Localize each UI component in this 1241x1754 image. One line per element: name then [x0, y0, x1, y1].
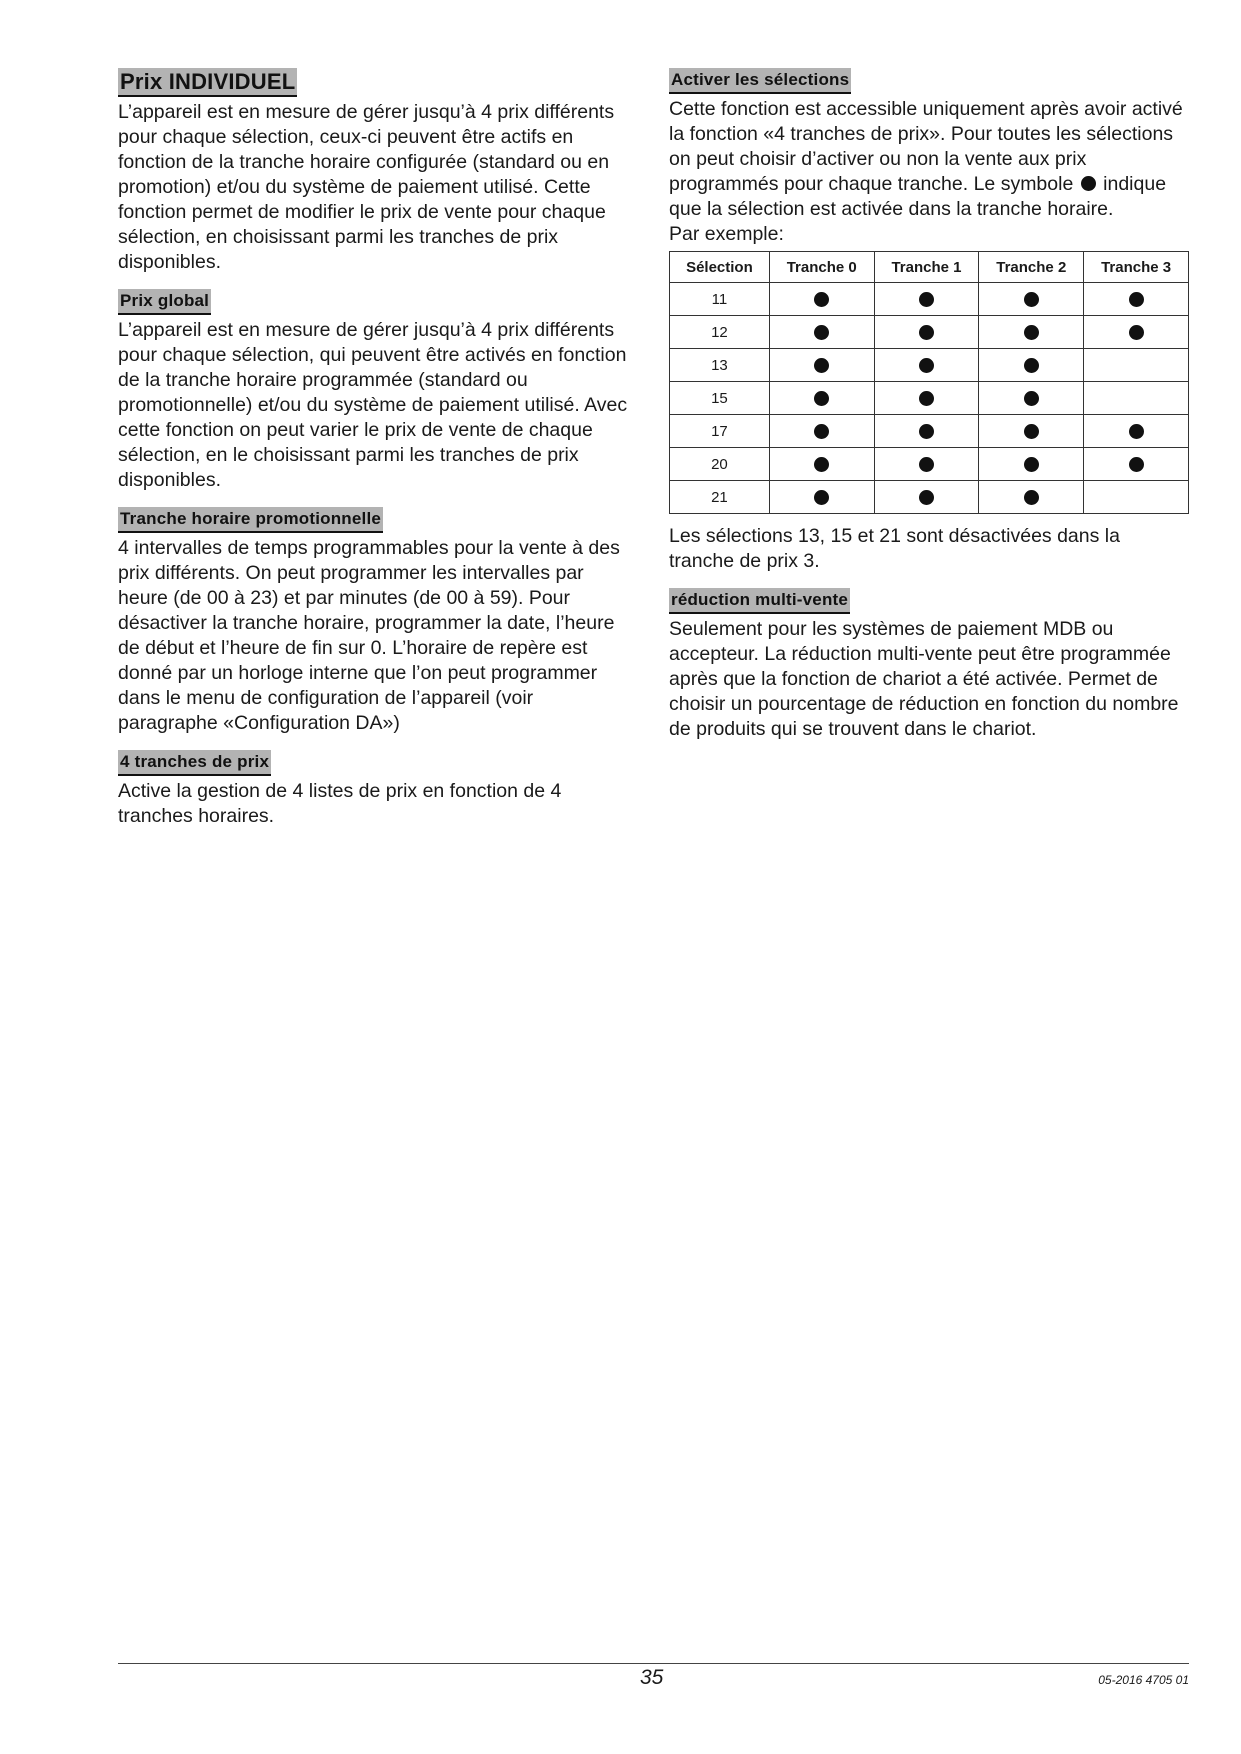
tranche-cell	[979, 481, 1084, 514]
tranche-cell	[979, 316, 1084, 349]
active-dot-icon	[919, 292, 934, 307]
tranche-cell	[1084, 283, 1189, 316]
tranche-cell	[1084, 349, 1189, 382]
section-text: Seulement pour les systèmes de paiement MDB ou accepteur. La réduction multi-vente peut être programmée après que la fonction de chariot a été activée. Permet de choisir un pourcentage de réduction en fonction du nombre de produits qui se trouvent dans le chariot.	[669, 618, 1179, 740]
active-dot-icon	[919, 391, 934, 406]
tranche-cell	[1084, 316, 1189, 349]
active-dot-icon	[1129, 457, 1144, 472]
page-number: 35	[640, 1666, 664, 1689]
selection-cell: 20	[670, 448, 770, 481]
selection-cell: 13	[670, 349, 770, 382]
col-header: Sélection	[670, 252, 770, 283]
active-dot-icon	[814, 457, 829, 472]
activer-text-part2: indique que la sélection est activée dans la tranche horaire.	[669, 173, 1167, 220]
active-dot-icon	[919, 424, 934, 439]
tranche-cell	[769, 283, 874, 316]
selection-cell: 17	[670, 415, 770, 448]
selection-cell: 11	[670, 283, 770, 316]
active-dot-icon	[1024, 391, 1039, 406]
section-reduction-multivente	[669, 588, 1189, 742]
activer-text-part1: Cette fonction est accessible uniquement après avoir activé la fonction «4 tranches de prix». Pour toutes les sélections on peut choisir d’activer ou non la vente aux prix programmés pour chaque tranche. Le symbole	[669, 98, 1183, 195]
active-dot-icon	[1024, 325, 1039, 340]
col-header: Tranche 0	[769, 252, 874, 283]
active-dot-icon	[814, 391, 829, 406]
tranche-cell	[874, 349, 979, 382]
active-dot-icon	[814, 424, 829, 439]
selection-cell: 15	[670, 382, 770, 415]
table-row	[670, 448, 1189, 481]
active-dot-icon	[919, 457, 934, 472]
tranche-cell	[874, 415, 979, 448]
section-prix-global	[118, 289, 638, 493]
section-text: L’appareil est en mesure de gérer jusqu’à 4 prix différents pour chaque sélection, ceux-ci peuvent être actifs en fonction de la tranche horaire configurée (standard ou en promotion) et/ou du système de paiement utilisé. Cette fonction permet de modifier le prix de vente pour chaque sélection, en choisissant parmi les tranches de prix disponibles.	[118, 101, 615, 273]
section-activer-selections	[669, 68, 1189, 574]
table-row	[670, 481, 1189, 514]
tranche-cell	[874, 283, 979, 316]
tranche-cell	[769, 382, 874, 415]
section-heading: réduction multi-vente	[669, 588, 850, 614]
active-dot-icon	[1024, 457, 1039, 472]
section-heading: 4 tranches de prix	[118, 750, 271, 776]
tranche-cell	[1084, 481, 1189, 514]
tranche-cell	[1084, 382, 1189, 415]
section-text: L’appareil est en mesure de gérer jusqu’à 4 prix différents pour chaque sélection, qui peuvent être activés en fonction de la tranche horaire programmée (standard ou promotionnelle) et/ou du système de paiement utilisé. Avec cette fonction on peut varier le prix de vente de chaque sélection, en le choisissant parmi les tranches de prix disponibles.	[118, 319, 628, 491]
tranche-cell	[979, 283, 1084, 316]
selection-cell: 12	[670, 316, 770, 349]
tranche-cell	[769, 316, 874, 349]
active-dot-icon	[1024, 292, 1039, 307]
document-reference: 05-2016 4705 01	[1098, 1673, 1189, 1687]
table-header-row	[670, 252, 1189, 283]
active-dot-icon	[1129, 292, 1144, 307]
section-heading: Activer les sélections	[669, 68, 851, 94]
tranche-cell	[874, 481, 979, 514]
tranche-cell	[874, 382, 979, 415]
tranche-cell	[874, 316, 979, 349]
active-dot-icon	[919, 325, 934, 340]
active-dot-icon	[1129, 424, 1144, 439]
example-label: Par exemple:	[669, 223, 784, 245]
table-row	[670, 349, 1189, 382]
table-row	[670, 283, 1189, 316]
left-column	[118, 68, 638, 843]
tranche-cell	[979, 415, 1084, 448]
section-prix-individuel	[118, 68, 638, 275]
section-4-tranches	[118, 750, 638, 829]
table-note: Les sélections 13, 15 et 21 sont désactivées dans la tranche de prix 3.	[669, 525, 1120, 572]
active-dot-icon	[814, 358, 829, 373]
section-text	[669, 97, 1189, 222]
tranche-cell	[1084, 415, 1189, 448]
right-column	[669, 68, 1189, 756]
tranche-cell	[769, 415, 874, 448]
footer-divider	[118, 1663, 1189, 1664]
dot-symbol-icon	[1081, 176, 1096, 191]
section-heading: Prix INDIVIDUEL	[118, 68, 297, 97]
table-body	[670, 283, 1189, 514]
active-dot-icon	[1024, 424, 1039, 439]
col-header: Tranche 2	[979, 252, 1084, 283]
table-row	[670, 415, 1189, 448]
tranche-cell	[874, 448, 979, 481]
tranche-cell	[1084, 448, 1189, 481]
active-dot-icon	[1024, 358, 1039, 373]
col-header: Tranche 3	[1084, 252, 1189, 283]
selection-table	[669, 251, 1189, 514]
section-heading: Tranche horaire promotionnelle	[118, 507, 383, 533]
tranche-cell	[979, 382, 1084, 415]
col-header: Tranche 1	[874, 252, 979, 283]
active-dot-icon	[814, 490, 829, 505]
active-dot-icon	[1129, 325, 1144, 340]
tranche-cell	[979, 349, 1084, 382]
active-dot-icon	[814, 325, 829, 340]
tranche-cell	[769, 349, 874, 382]
tranche-cell	[769, 481, 874, 514]
section-heading: Prix global	[118, 289, 211, 315]
selection-cell: 21	[670, 481, 770, 514]
section-text: Active la gestion de 4 listes de prix en fonction de 4 tranches horaires.	[118, 780, 562, 827]
table-row	[670, 316, 1189, 349]
section-tranche-horaire	[118, 507, 638, 736]
section-text: 4 intervalles de temps programmables pour la vente à des prix différents. On peut programmer les intervalles par heure (de 00 à 23) et par minutes (de 00 à 59). Pour désactiver la tranche horaire, programmer la date, l’heure de début et l’heure de fin sur 0. L’horaire de repère est donné par un horloge interne que l’on peut programmer dans le menu de configuration de l’appareil (voir paragraphe «Configuration DA»)	[118, 537, 620, 734]
active-dot-icon	[919, 358, 934, 373]
tranche-cell	[979, 448, 1084, 481]
active-dot-icon	[919, 490, 934, 505]
tranche-cell	[769, 448, 874, 481]
active-dot-icon	[814, 292, 829, 307]
selection-table-wrap	[669, 251, 1189, 514]
active-dot-icon	[1024, 490, 1039, 505]
table-row	[670, 382, 1189, 415]
